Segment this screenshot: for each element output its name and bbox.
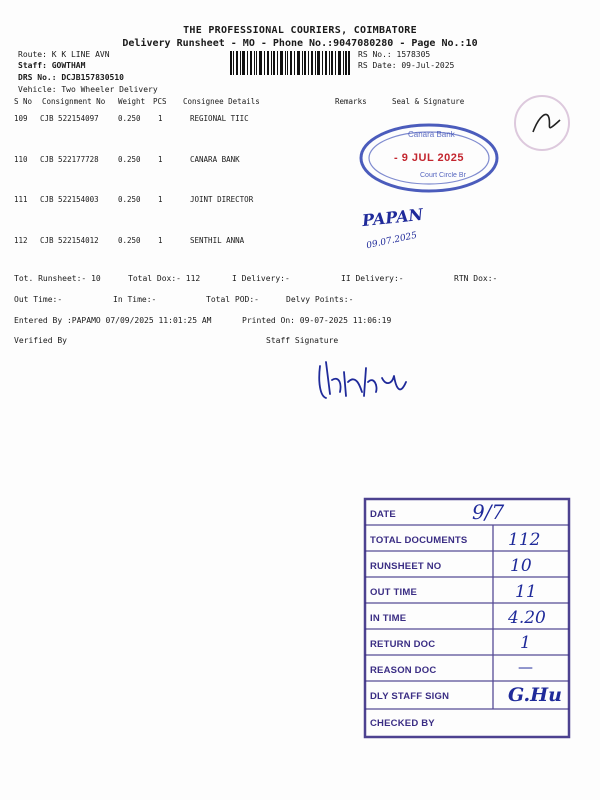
document-title: THE PROFESSIONAL COURIERS, COIMBATORE [183,25,417,36]
stamp-label-total-documents: TOTAL DOCUMENTS [370,535,468,546]
stamp-value-dly-staff-sign: G.Hu [508,684,562,706]
stamp-label-reason-doc: REASON DOC [370,665,437,676]
row-consignee: CANARA BANK [190,155,240,164]
row-sno: 109 [14,114,28,123]
row-consignment: CJB 522154097 [40,114,99,123]
staff-text: Staff: GOWTHAM [18,61,86,70]
rs-date: RS Date: 09-Jul-2025 [358,61,455,70]
staff-signature [312,352,412,410]
rs-number: RS No.: 1578305 [358,50,431,59]
stamp-label-out-time: OUT TIME [370,587,417,598]
row-sno: 110 [14,155,28,164]
stamp-label-dly-staff-sign: DLY STAFF SIGN [370,691,450,702]
row-weight: 0.250 [118,195,141,204]
printed-on: Printed On: 09-07-2025 11:06:19 [242,316,392,325]
row-consignee: JOINT DIRECTOR [190,195,254,204]
row-sno: 112 [14,236,28,245]
stamp-label-runsheet-no: RUNSHEET NO [370,561,442,572]
col-header-consignment: Consignment No [42,97,106,106]
row-consignee: REGIONAL TIIC [190,114,249,123]
row-weight: 0.250 [118,114,141,123]
rtn-dox: RTN Dox:- [454,274,498,283]
receiver-signature: PAPAN [361,204,425,231]
stamp-label-in-time: IN TIME [370,613,407,624]
col-header-pcs: PCS [153,97,167,106]
drs-number: DRS No.: DCJB157830510 [18,73,124,82]
ii-delivery: II Delivery:- [341,274,404,283]
total-dox: Total Dox:- 112 [128,274,201,283]
receiver-date: 09.07.2025 [365,230,419,252]
row-consignment: CJB 522154012 [40,236,99,245]
stamp-value-return-doc: 1 [520,633,531,653]
stamp-value-total-documents: 112 [508,530,541,550]
stamp-value-in-time: 4.20 [508,608,546,628]
row-weight: 0.250 [118,236,141,245]
row-consignment: CJB 522154003 [40,195,99,204]
stamp-label-date: DATE [370,509,396,520]
total-runsheet: Tot. Runsheet:- 10 [14,274,101,283]
i-delivery: I Delivery:- [232,274,290,283]
in-time: In Time:- [113,295,157,304]
stamp-label-return-doc: RETURN DOC [370,639,436,650]
row-consignment: CJB 522177728 [40,155,99,164]
seal-top-text: Canara Bank [408,130,455,139]
stamp-value-out-time: 11 [515,582,537,602]
stamp-value-date: 9/7 [472,500,505,524]
col-header-remarks: Remarks [335,97,367,106]
row-pcs: 1 [158,195,163,204]
staff-signature-label: Staff Signature [266,336,339,345]
col-header-weight: Weight [118,97,146,106]
row-pcs: 1 [158,155,163,164]
document-subtitle: Delivery Runsheet - MO - Phone No.:9047080280 - Page No.:10 [122,38,478,49]
col-header-sno: S No [14,97,33,106]
route-text: Route: K K LINE AVN [18,50,110,59]
vehicle-text: Vehicle: Two Wheeler Delivery [18,85,158,94]
row-pcs: 1 [158,114,163,123]
barcode [230,51,350,75]
entered-by: Entered By :PAPAMO 07/09/2025 11:01:25 AM [14,316,212,325]
faint-stamp [505,92,580,154]
stamp-value-runsheet-no: 10 [510,556,532,576]
total-pod: Total POD:- [206,295,259,304]
stamp-label-checked-by: CHECKED BY [370,718,435,729]
row-sno: 111 [14,195,28,204]
stamp-value-reason-doc: — [518,658,533,676]
seal-date: - 9 JUL 2025 [394,152,465,164]
verified-by: Verified By [14,336,67,345]
seal-bottom-text: Court Circle Br [420,172,466,179]
delvy-points: Delvy Points:- [286,295,354,304]
col-header-consignee: Consignee Details [183,97,260,106]
row-consignee: SENTHIL ANNA [190,236,245,245]
col-header-seal: Seal & Signature [392,97,465,106]
out-time: Out Time:- [14,295,63,304]
row-pcs: 1 [158,236,163,245]
row-weight: 0.250 [118,155,141,164]
